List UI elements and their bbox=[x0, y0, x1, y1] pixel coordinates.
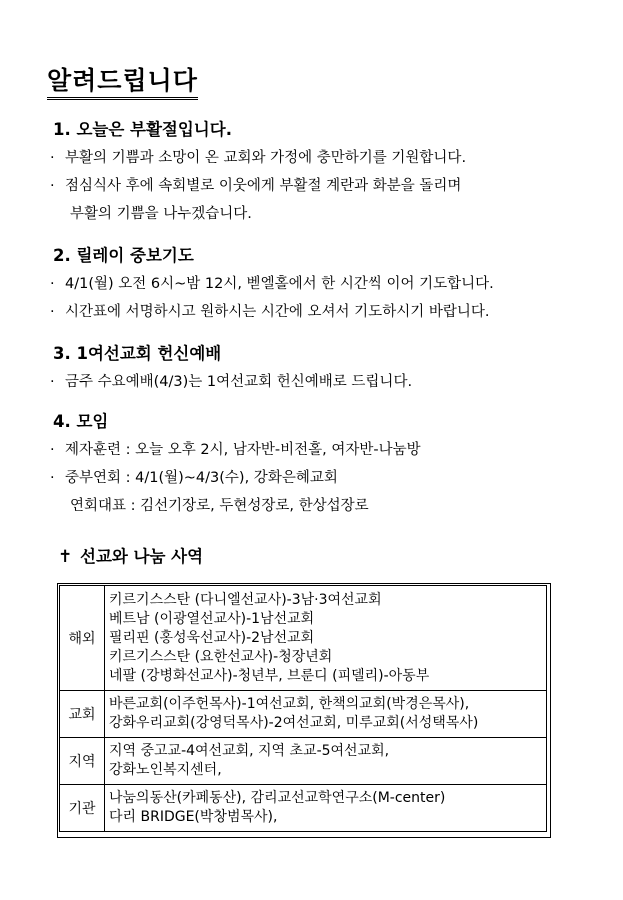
announcement-item bbox=[50, 436, 613, 464]
mission-line: 강화우리교회(강영덕목사)-2여선교회, 미루교회(서성택목사) bbox=[109, 715, 479, 731]
table-row bbox=[60, 586, 547, 691]
announcement-item-continued bbox=[53, 492, 613, 520]
section-heading: 4. 모임 bbox=[53, 412, 109, 431]
announcement-item bbox=[50, 144, 613, 172]
mission-line: 나눔의동산(카페동산), 감리교선교학연구소(M-center) bbox=[109, 790, 446, 806]
section-relay-prayer bbox=[50, 242, 613, 326]
bullet-dot: · bbox=[50, 276, 55, 292]
row-category: 기관 bbox=[60, 785, 105, 832]
announcement-item bbox=[50, 368, 613, 396]
section-heading: 2. 릴레이 중보기도 bbox=[53, 246, 194, 265]
item-text: 시간표에 서명하시고 원하시는 시간에 오셔서 기도하시기 바랍니다. bbox=[65, 304, 490, 320]
table-row bbox=[60, 691, 547, 738]
mission-heading-text: 선교와 나눔 사역 bbox=[80, 547, 204, 566]
cross-icon: ✝ bbox=[58, 547, 73, 567]
mission-line: 필리핀 (홍성욱선교사)-2남선교회 bbox=[109, 629, 315, 646]
item-text: 부활의 기쁨과 소망이 온 교회와 가정에 충만하기를 기원합니다. bbox=[65, 150, 467, 166]
row-content bbox=[105, 785, 547, 832]
item-text: 점심식사 후에 속회별로 이웃에게 부활절 계란과 화분을 돌리며 bbox=[65, 178, 462, 194]
bullet-dot: · bbox=[50, 150, 55, 166]
announcement-item bbox=[50, 172, 613, 200]
announcement-item bbox=[50, 270, 613, 298]
section-easter bbox=[50, 116, 613, 228]
bullet-dot: · bbox=[50, 470, 55, 486]
table-row bbox=[60, 738, 547, 785]
item-text: 제자훈련 : 오늘 오후 2시, 남자반-비전홀, 여자반-나눔방 bbox=[65, 442, 421, 458]
mission-heading bbox=[58, 543, 203, 571]
mission-table bbox=[59, 585, 547, 832]
row-category: 교회 bbox=[60, 691, 105, 738]
row-content bbox=[105, 691, 547, 738]
item-text: 4/1(월) 오전 6시~밤 12시, 벧엘홀에서 한 시간씩 이어 기도합니다. bbox=[65, 276, 494, 292]
item-text: 연회대표 : 김선기장로, 두현성장로, 한상섭장로 bbox=[70, 498, 369, 514]
mission-line: 키르기스스탄 (요한선교사)-청장년회 bbox=[109, 648, 333, 665]
mission-line: 지역 중고교-4여선교회, 지역 초교-5여선교회, bbox=[109, 743, 390, 759]
table-row bbox=[60, 785, 547, 832]
mission-line: 강화노인복지센터, bbox=[109, 762, 222, 778]
mission-line: 베트남 (이광열선교사)-1남선교회 bbox=[109, 610, 315, 627]
mission-line: 네팔 (강병화선교사)-청년부, 브룬디 (피델리)-아동부 bbox=[109, 667, 430, 684]
row-category: 지역 bbox=[60, 738, 105, 785]
section-dedication-service bbox=[50, 340, 613, 396]
item-text: 중부연회 : 4/1(월)~4/3(수), 강화은혜교회 bbox=[65, 470, 338, 486]
announcement-item bbox=[50, 464, 613, 492]
row-content bbox=[105, 586, 547, 691]
announcement-item bbox=[50, 298, 613, 326]
item-text: 금주 수요예배(4/3)는 1여선교회 헌신예배로 드립니다. bbox=[65, 374, 413, 390]
row-content bbox=[105, 738, 547, 785]
mission-line: 다리 BRIDGE(박창범목사), bbox=[109, 809, 278, 825]
item-text: 부활의 기쁨을 나누겠습니다. bbox=[70, 206, 252, 222]
bullet-dot: · bbox=[50, 442, 55, 458]
bullet-dot: · bbox=[50, 178, 55, 194]
section-heading: 3. 1여선교회 헌신예배 bbox=[53, 344, 222, 363]
bullet-dot: · bbox=[50, 304, 55, 320]
section-heading: 1. 오늘은 부활절입니다. bbox=[53, 120, 232, 139]
page-title: 알려드립니다 bbox=[47, 66, 198, 100]
section-meetings bbox=[50, 408, 613, 520]
mission-line: 키르기스스탄 (다니엘선교사)-3남·3여선교회 bbox=[109, 591, 382, 608]
bullet-dot: · bbox=[50, 374, 55, 390]
mission-line: 바른교회(이주헌목사)-1여선교회, 한책의교회(박경은목사), bbox=[109, 696, 470, 712]
row-category: 해외 bbox=[60, 586, 105, 691]
announcement-item-continued bbox=[53, 200, 613, 228]
